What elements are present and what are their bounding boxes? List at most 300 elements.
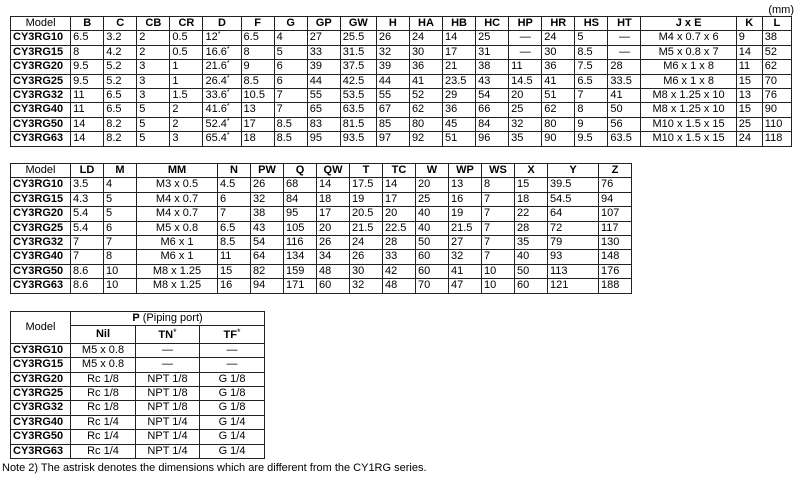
- asterisk-mark: *: [173, 327, 177, 338]
- cell-value: 33.5: [610, 74, 632, 87]
- table-cell: [241, 117, 274, 131]
- table-cell: 60: [317, 279, 350, 293]
- table-cell: 20.5: [350, 207, 383, 221]
- column-header: T: [350, 164, 383, 178]
- table-cell: [736, 31, 762, 45]
- table-cell: 5.4: [71, 207, 104, 221]
- column-header: LD: [71, 164, 104, 178]
- model-cell: [11, 74, 71, 88]
- cell-value: 65.4: [205, 132, 227, 145]
- table-cell: [575, 31, 608, 45]
- table-cell: M5 x 0.8: [137, 221, 218, 235]
- table-cell: 105: [284, 221, 317, 235]
- cell-value: 36: [445, 103, 458, 116]
- table-cell: [542, 117, 575, 131]
- cell-value: 1: [172, 60, 179, 73]
- model-cell: CY3RG20: [11, 372, 71, 386]
- cell-value: 15: [738, 74, 751, 87]
- table-cell: 14: [383, 178, 416, 192]
- column-header: GW: [340, 17, 376, 31]
- table-cell: 40: [416, 221, 449, 235]
- cell-value: 10.5: [243, 89, 265, 102]
- model-cell: CY3RG40: [11, 250, 71, 264]
- table-cell: [509, 31, 542, 45]
- cell-value: 5: [577, 31, 584, 44]
- table-cell: [274, 74, 307, 88]
- table-cell: 82: [251, 264, 284, 278]
- table-cell: 72: [548, 221, 599, 235]
- cell-value: 62: [411, 103, 425, 116]
- column-header: QW: [317, 164, 350, 178]
- table-cell: 188: [599, 279, 632, 293]
- cell-value: CY3RG25: [13, 74, 64, 87]
- table-cell: [241, 31, 274, 45]
- cell-value: 67: [378, 103, 392, 116]
- table-cell: 48: [383, 279, 416, 293]
- cell-value: 52: [411, 89, 425, 102]
- table-cell: [376, 132, 409, 146]
- table-cell: 17.5: [350, 178, 383, 192]
- cell-value: 33: [309, 45, 322, 58]
- cell-value: 17: [243, 117, 256, 130]
- table-cell: [203, 45, 241, 59]
- table-cell: 10: [482, 264, 515, 278]
- table-cell: 21.5: [449, 221, 482, 235]
- table-cell: [762, 60, 791, 74]
- unit-label: (mm): [768, 4, 794, 16]
- table-cell: [376, 103, 409, 117]
- model-cell: CY3RG32: [11, 236, 71, 250]
- model-cell: [11, 31, 71, 45]
- table-cell: [762, 45, 791, 59]
- cell-value: 63.5: [342, 103, 365, 116]
- model-cell: CY3RG25: [11, 221, 71, 235]
- table-cell: 16: [218, 279, 251, 293]
- cell-value: 52.4: [205, 117, 227, 130]
- table-cell: [241, 60, 274, 74]
- table-cell: 113: [548, 264, 599, 278]
- cell-value: 8.5: [276, 132, 292, 145]
- table-cell: [137, 132, 170, 146]
- table-cell: Rc 1/4: [71, 415, 136, 429]
- table-cell: 26: [251, 178, 284, 192]
- column-header: WP: [449, 164, 482, 178]
- table-cell: [762, 132, 791, 146]
- table-cell: [509, 89, 542, 103]
- table-cell: M4 x 0.7: [137, 192, 218, 206]
- column-header: F: [241, 17, 274, 31]
- cell-value: 84: [478, 117, 491, 130]
- table-cell: [71, 74, 104, 88]
- table-cell: [409, 31, 442, 45]
- model-cell: CY3RG50: [11, 264, 71, 278]
- table-cell: [340, 103, 376, 117]
- table-cell: 95: [284, 207, 317, 221]
- cell-value: 9.5: [577, 132, 593, 145]
- table-cell: [542, 103, 575, 117]
- table-row: [11, 343, 265, 357]
- model-cell: CY3RG25: [11, 387, 71, 401]
- cell-value: 21: [445, 60, 458, 73]
- table-cell: 22: [515, 207, 548, 221]
- cell-value: 96: [478, 132, 491, 145]
- table-cell: [307, 45, 340, 59]
- table-cell: [575, 45, 608, 59]
- asterisk-mark: *: [226, 117, 230, 125]
- table-cell: 50: [416, 236, 449, 250]
- cell-value: 3: [172, 132, 179, 145]
- cell-value: 55: [378, 89, 392, 102]
- table-cell: [274, 132, 307, 146]
- table-cell: [104, 60, 137, 74]
- table-cell: [274, 89, 307, 103]
- column-header: HA: [409, 17, 442, 31]
- table-cell: 19: [350, 192, 383, 206]
- table-cell: [307, 89, 340, 103]
- table-cell: [241, 74, 274, 88]
- column-header: G: [274, 17, 307, 31]
- table-row: [11, 117, 792, 131]
- table-cell: —: [200, 358, 265, 372]
- cell-value: M5 x 0.8 x 7: [658, 45, 719, 58]
- table-cell: —: [136, 358, 200, 372]
- table-cell: [443, 132, 476, 146]
- table-cell: G 1/4: [200, 415, 265, 429]
- table-cell: 8.6: [71, 264, 104, 278]
- table-cell: [71, 103, 104, 117]
- table-cell: 7: [482, 192, 515, 206]
- cell-value: 17: [445, 45, 458, 58]
- table-cell: 176: [599, 264, 632, 278]
- table-cell: NPT 1/8: [136, 372, 200, 386]
- table-cell: 19: [449, 207, 482, 221]
- cell-value: 5: [139, 103, 146, 116]
- table-row: [11, 45, 792, 59]
- cell-value: 32: [511, 117, 524, 130]
- table-cell: [307, 132, 340, 146]
- table-cell: Rc 1/4: [71, 444, 136, 458]
- table-cell: 20: [383, 207, 416, 221]
- table-cell: [203, 74, 241, 88]
- table-cell: 8: [482, 178, 515, 192]
- table-cell: [104, 45, 137, 59]
- table-cell: —: [200, 343, 265, 357]
- table-cell: [307, 103, 340, 117]
- table-cell: [137, 89, 170, 103]
- table-cell: 20: [317, 221, 350, 235]
- cell-value: M6 x 1 x 8: [663, 60, 714, 73]
- table-cell: [340, 117, 376, 131]
- cell-value: 37.5: [342, 60, 365, 73]
- table-row: [11, 444, 265, 458]
- table-row: [11, 74, 792, 88]
- table-cell: [476, 117, 509, 131]
- cell-value: 30: [411, 45, 425, 58]
- table-cell: [641, 117, 736, 131]
- cell-value: 8: [577, 103, 584, 116]
- table-cell: [104, 31, 137, 45]
- table-cell: NPT 1/4: [136, 430, 200, 444]
- table-cell: 94: [251, 279, 284, 293]
- model-cell: CY3RG40: [11, 415, 71, 429]
- table-row: [11, 279, 632, 293]
- cell-value: 28: [610, 60, 623, 73]
- cell-value: 31: [478, 45, 491, 58]
- table-cell: 32: [350, 279, 383, 293]
- cell-value: —: [618, 31, 630, 44]
- table-cell: [376, 117, 409, 131]
- table-cell: 148: [599, 250, 632, 264]
- cell-value: 9: [577, 117, 584, 130]
- table-cell: [762, 31, 791, 45]
- model-cell: [11, 60, 71, 74]
- table-cell: 42: [383, 264, 416, 278]
- column-header: [71, 326, 136, 343]
- column-header: MM: [137, 164, 218, 178]
- table-cell: [608, 89, 641, 103]
- cell-value: 43: [478, 74, 491, 87]
- table-cell: 7: [71, 250, 104, 264]
- table-cell: [241, 89, 274, 103]
- table-cell: 32: [251, 192, 284, 206]
- column-header: W: [416, 164, 449, 178]
- cell-value: 30: [544, 45, 557, 58]
- piping-port-header-text: (Piping port): [142, 312, 203, 324]
- table-cell: [736, 132, 762, 146]
- table-cell: [736, 45, 762, 59]
- cell-value: 6: [276, 74, 283, 87]
- table-cell: [203, 103, 241, 117]
- table-row: [11, 430, 265, 444]
- cell-value: 8: [73, 45, 80, 58]
- table-cell: [376, 60, 409, 74]
- table-cell: [376, 31, 409, 45]
- table-cell: [409, 89, 442, 103]
- table-cell: [443, 74, 476, 88]
- table-cell: [137, 31, 170, 45]
- column-header: CB: [137, 17, 170, 31]
- column-header: Model: [11, 17, 71, 31]
- table-cell: [340, 132, 376, 146]
- model-cell: CY3RG50: [11, 430, 71, 444]
- table-cell: [542, 132, 575, 146]
- table-cell: [443, 31, 476, 45]
- column-header: N: [218, 164, 251, 178]
- table-cell: [241, 45, 274, 59]
- table-cell: 107: [599, 207, 632, 221]
- table-cell: [170, 60, 203, 74]
- table-cell: M3 x 0.5: [137, 178, 218, 192]
- cell-value: 92: [411, 132, 425, 145]
- table-cell: 15: [515, 178, 548, 192]
- table-cell: [476, 132, 509, 146]
- table-cell: 26: [350, 250, 383, 264]
- table-cell: [307, 31, 340, 45]
- table-cell: 7: [482, 221, 515, 235]
- cell-value: CY3RG63: [13, 132, 64, 145]
- table-cell: [71, 89, 104, 103]
- table-cell: 54.5: [548, 192, 599, 206]
- table-cell: [736, 117, 762, 131]
- cell-value: —: [519, 45, 531, 58]
- cell-value: 55: [309, 89, 322, 102]
- table-cell: 14: [317, 178, 350, 192]
- table-cell: 54: [251, 236, 284, 250]
- cell-value: CY3RG50: [13, 117, 64, 130]
- cell-value: 39: [309, 60, 322, 73]
- table-cell: [274, 31, 307, 45]
- cell-value: 8.2: [106, 117, 122, 130]
- table-cell: [170, 132, 203, 146]
- cell-value: 5.2: [106, 74, 122, 87]
- table-cell: 134: [284, 250, 317, 264]
- asterisk-mark: *: [226, 60, 230, 68]
- model-cell: [11, 103, 71, 117]
- table-cell: 7: [218, 207, 251, 221]
- table-cell: [575, 60, 608, 74]
- table-cell: 50: [515, 264, 548, 278]
- table-cell: M5 x 0.8: [71, 343, 136, 357]
- table-cell: NPT 1/8: [136, 387, 200, 401]
- column-header: PW: [251, 164, 284, 178]
- table-cell: [104, 132, 137, 146]
- table-cell: 7: [482, 207, 515, 221]
- table-cell: [104, 117, 137, 131]
- cell-value: 76: [764, 89, 778, 102]
- cell-value: 6: [276, 60, 283, 73]
- cell-value: 6.5: [106, 89, 122, 102]
- table-cell: [608, 117, 641, 131]
- table-cell: M8 x 1.25: [137, 264, 218, 278]
- table-cell: [409, 74, 442, 88]
- cell-value: 20: [511, 89, 524, 102]
- table-cell: [509, 45, 542, 59]
- asterisk-mark: *: [226, 132, 230, 140]
- cell-value: 38: [478, 60, 491, 73]
- table-cell: [71, 60, 104, 74]
- column-header: D: [203, 17, 241, 31]
- cell-value: 8.5: [276, 117, 292, 130]
- table-cell: Rc 1/4: [71, 430, 136, 444]
- model-cell: [11, 89, 71, 103]
- piping-port-header: [71, 312, 265, 326]
- cell-value: 9: [243, 60, 250, 73]
- table-cell: [575, 117, 608, 131]
- column-header: HT: [608, 17, 641, 31]
- table-cell: [608, 132, 641, 146]
- table-cell: NPT 1/4: [136, 415, 200, 429]
- table-row: [11, 178, 632, 192]
- table-cell: [340, 31, 376, 45]
- cell-value: CY3RG40: [13, 103, 64, 116]
- footnote: Note 2) The astrisk denotes the dimensions which are different from the CY1RG series.: [2, 462, 427, 474]
- table-cell: Rc 1/8: [71, 387, 136, 401]
- cell-value: 24: [411, 31, 425, 44]
- table-cell: 7: [104, 236, 137, 250]
- table-row: [11, 221, 632, 235]
- cell-value: 16.6: [205, 45, 227, 58]
- cell-value: M10 x 1.5 x 15: [652, 132, 725, 145]
- table-cell: M5 x 0.8: [71, 358, 136, 372]
- cell-value: —: [618, 45, 630, 58]
- column-header: Z: [599, 164, 632, 178]
- table-cell: 47: [449, 279, 482, 293]
- cell-value: 6.5: [577, 74, 593, 87]
- cell-value: 5: [139, 117, 146, 130]
- table-cell: NPT 1/8: [136, 401, 200, 415]
- table-cell: 43: [251, 221, 284, 235]
- table-cell: [443, 60, 476, 74]
- table-cell: [376, 74, 409, 88]
- cell-value: 14: [73, 132, 86, 145]
- cell-value: 80: [411, 117, 425, 130]
- cell-value: 1.5: [172, 89, 188, 102]
- table-cell: [409, 45, 442, 59]
- table-cell: 18: [515, 192, 548, 206]
- table-cell: [170, 117, 203, 131]
- table-row: [11, 192, 632, 206]
- cell-value: 97: [378, 132, 392, 145]
- table-cell: [137, 117, 170, 131]
- column-header: Q: [284, 164, 317, 178]
- column-header: [200, 326, 265, 343]
- cell-value: 5: [276, 45, 283, 58]
- model-cell: [11, 117, 71, 131]
- table-cell: 38: [251, 207, 284, 221]
- column-header: WS: [482, 164, 515, 178]
- table-cell: 18: [317, 192, 350, 206]
- table-cell: 5.4: [71, 221, 104, 235]
- table-cell: [71, 31, 104, 45]
- column-header: GP: [307, 17, 340, 31]
- table-cell: 7: [482, 250, 515, 264]
- asterisk-mark: *: [236, 327, 241, 338]
- table-cell: 11: [218, 250, 251, 264]
- cell-value: 6.5: [243, 31, 259, 44]
- cell-value: 25: [478, 31, 491, 44]
- table-cell: G 1/4: [200, 430, 265, 444]
- cell-value: 118: [764, 132, 783, 145]
- cell-value: 56: [610, 117, 623, 130]
- cell-value: M6 x 1 x 8: [663, 74, 714, 87]
- table-cell: 64: [251, 250, 284, 264]
- table-cell: 24: [350, 236, 383, 250]
- column-header: HB: [443, 17, 476, 31]
- table-cell: [641, 89, 736, 103]
- column-header: C: [104, 17, 137, 31]
- table-cell: [274, 117, 307, 131]
- cell-value: 13: [738, 89, 751, 102]
- table-cell: G 1/8: [200, 387, 265, 401]
- cell-value: 26.4: [205, 74, 227, 87]
- table-cell: [443, 117, 476, 131]
- cell-value: 42.5: [342, 74, 365, 87]
- cell-value: 8.5: [577, 45, 593, 58]
- cell-value: 12: [205, 31, 218, 44]
- table-cell: [203, 31, 241, 45]
- table-cell: [376, 45, 409, 59]
- cell-value: 9: [738, 31, 745, 44]
- table-cell: [104, 74, 137, 88]
- cell-value: 44: [309, 74, 322, 87]
- table-cell: 6: [104, 221, 137, 235]
- table-cell: [104, 103, 137, 117]
- piping-port-header-p: P: [132, 312, 140, 324]
- table-cell: [307, 60, 340, 74]
- table-cell: 93: [548, 250, 599, 264]
- table-row: [11, 401, 265, 415]
- cell-value: 63.5: [610, 132, 632, 145]
